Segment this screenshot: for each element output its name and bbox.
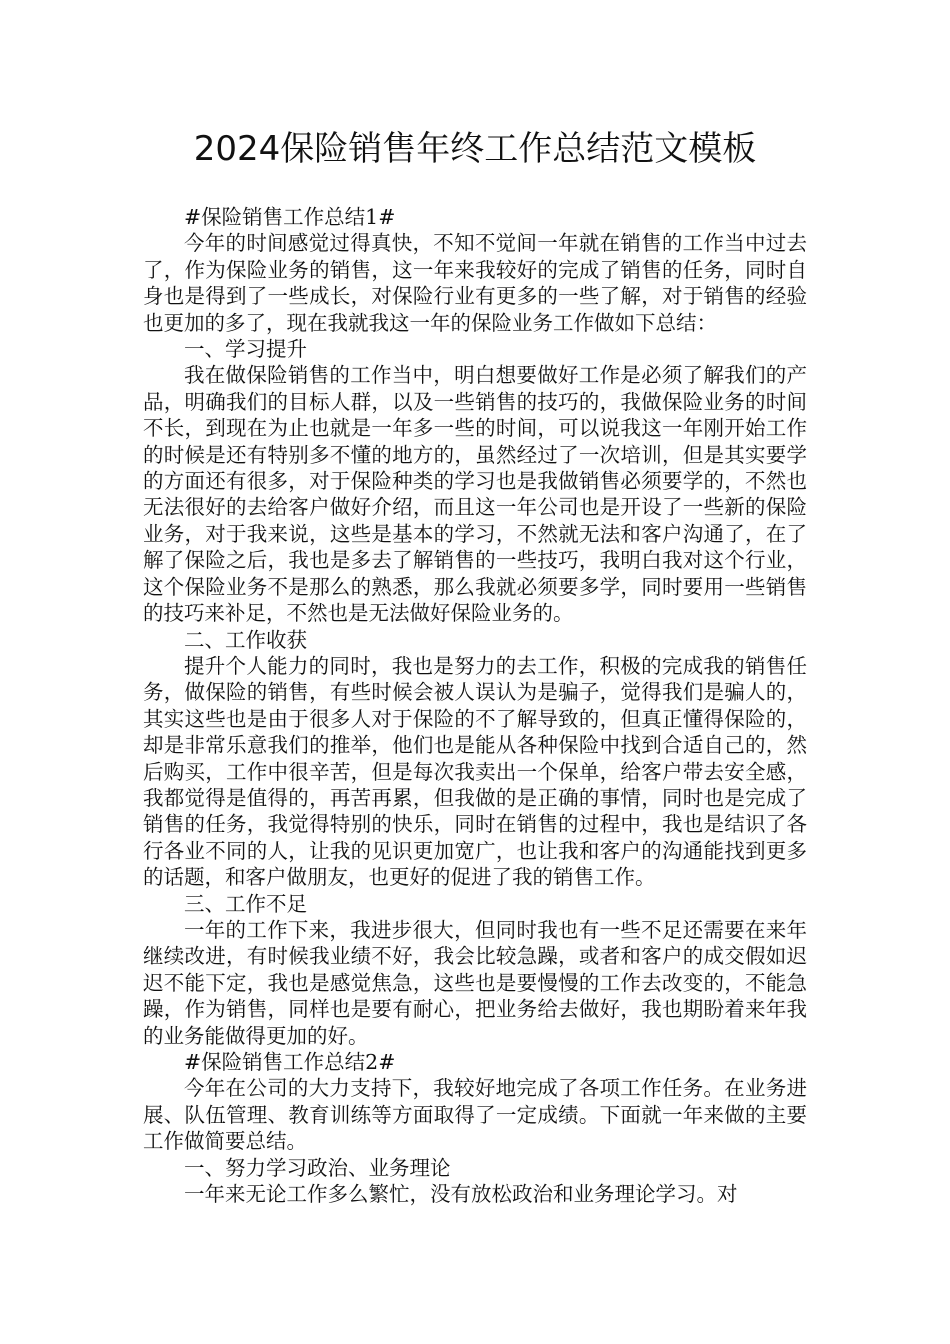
subsection-heading: 二、工作收获	[184, 627, 307, 652]
body-paragraph: 今年的时间感觉过得真快，不知不觉间一年就在销售的工作当中过去了，作为保险业务的销售，这一年来我较好的完成了销售的任务，同时自身也是得到了一些成长，对保险行业有更多的一些了解，对于销售的经验也更加的多了，现在我就我这一年的保险业务工作做如下总结：	[143, 231, 807, 335]
subsection-heading: 一、学习提升	[184, 337, 307, 362]
body-paragraph: 一年来无论工作多么繁忙，没有放松政治和业务理论学习。对	[184, 1182, 738, 1207]
body-paragraph: 提升个人能力的同时，我也是努力的去工作，积极的完成我的销售任务，做保险的销售，有些时候会被人误认为是骗子，觉得我们是骗人的，其实这些也是由于很多人对于保险的不了解导致的，但真正懂得保险的，却是非常乐意我们的推举，他们也是能从各种保险中找到合适自己的，然后购买，工作中很辛苦，但是每次我卖出一个保单，给客户带去安全感，我都觉得是值得的，再苦再累，但我做的是正确的事情，同时也是完成了销售的任务，我觉得特别的快乐，同时在销售的过程中，我也是结识了各行各业不同的人，让我的见识更加宽广，也让我和客户的沟通能找到更多的话题，和客户做朋友，也更好的促进了我的销售工作。	[143, 653, 807, 890]
document-body	[143, 204, 807, 1207]
document-title: 2024保险销售年终工作总结范文模板	[193, 129, 757, 169]
document-page	[143, 124, 807, 1207]
body-paragraph: 一年的工作下来，我进步很大，但同时我也有一些不足还需要在来年继续改进，有时候我业绩不好，我会比较急躁，或者和客户的成交假如迟迟不能下定，我也是感觉焦急，这些也是要慢慢的工作去改变的，不能急躁，作为销售，同样也是要有耐心，把业务给去做好，我也期盼着来年我的业务能做得更加的好。	[143, 917, 807, 1048]
section-heading: #保险销售工作总结1#	[184, 205, 396, 229]
body-paragraph: 我在做保险销售的工作当中，明白想要做好工作是必须了解我们的产品，明确我们的目标人群，以及一些销售的技巧的，我做保险业务的时间不长，到现在为止也就是一年多一些的时间，可以说我这一年刚开始工作的时候是还有特别多不懂的地方的，虽然经过了一次培训，但是其实要学的方面还有很多，对于保险种类的学习也是我做销售必须要学的，不然也无法很好的去给客户做好介绍，而且这一年公司也是开设了一些新的保险业务，对于我来说，这些是基本的学习，不然就无法和客户沟通了，在了解了保险之后，我也是多去了解销售的一些技巧，我明白我对这个行业，这个保险业务不是那么的熟悉，那么我就必须要多学，同时要用一些销售的技巧来补足，不然也是无法做好保险业务的。	[143, 363, 807, 626]
subsection-heading: 三、工作不足	[184, 891, 307, 916]
body-paragraph: 今年在公司的大力支持下，我较好地完成了各项工作任务。在业务进展、队伍管理、教育训练等方面取得了一定成绩。下面就一年来做的主要工作做简要总结。	[143, 1076, 807, 1154]
section-heading: #保险销售工作总结2#	[184, 1050, 396, 1074]
subsection-heading: 一、努力学习政治、业务理论	[184, 1155, 451, 1180]
